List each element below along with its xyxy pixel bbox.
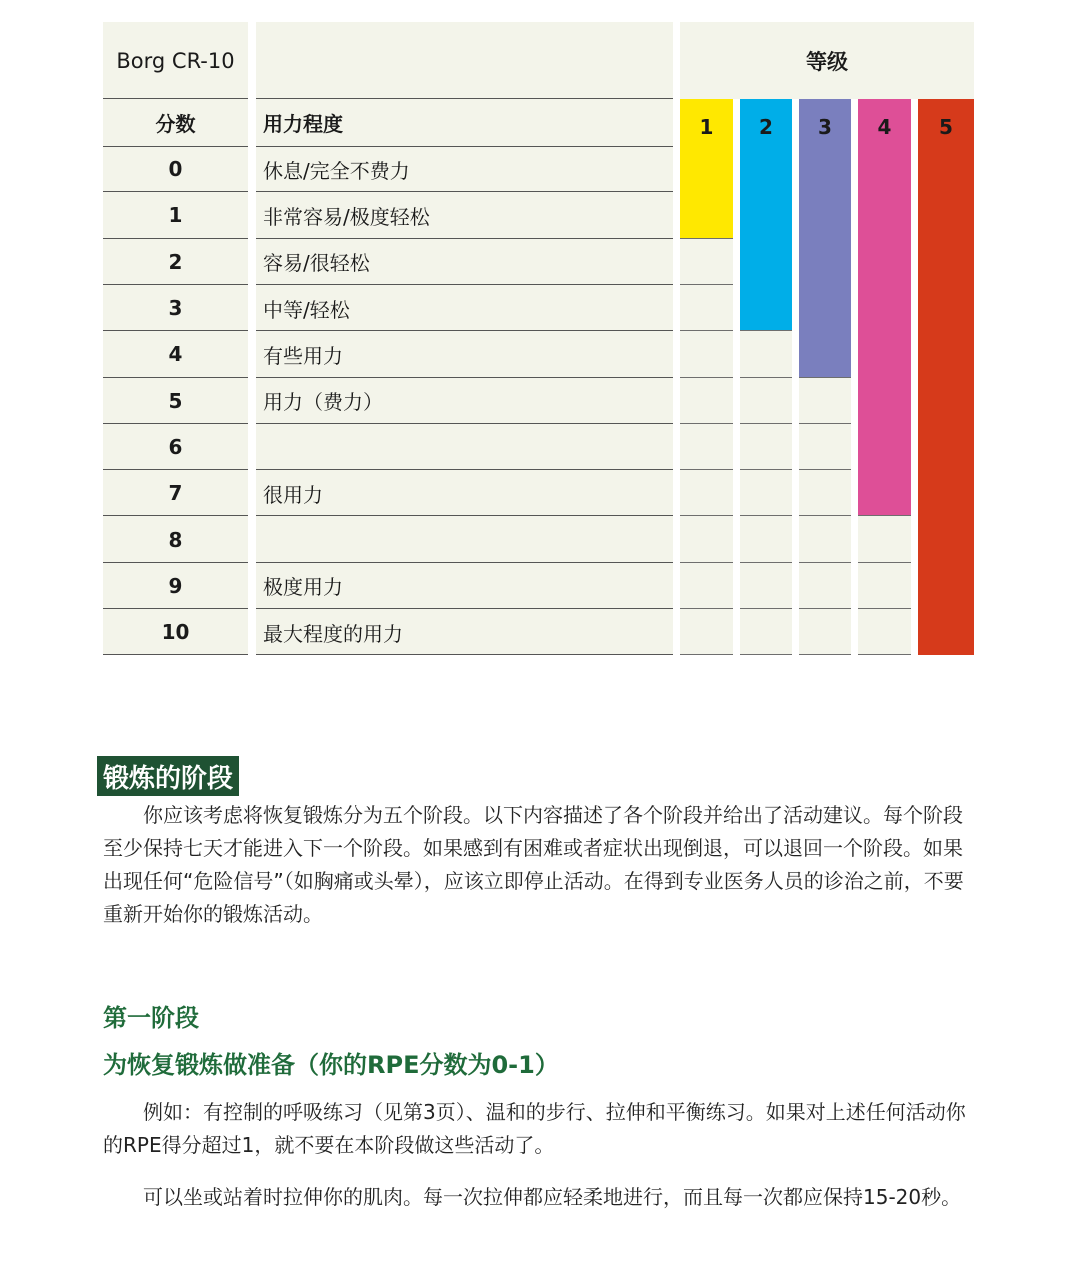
score-cell: 3 (168, 296, 183, 321)
score-cell: 6 (168, 434, 183, 459)
stage-paragraph-2: 可以坐或站着时拉伸你的肌肉。每一次拉伸都应轻柔地进行，而且每一次都应保持15-20秒。 (143, 1185, 962, 1209)
score-column-header: 分数 (155, 112, 196, 136)
level-label-2: 2 (759, 115, 773, 139)
level-gridline (858, 562, 911, 563)
stage-subtitle: 为恢复锻炼做准备（你的RPE分数为0-1） (103, 1051, 559, 1079)
level-gridline (680, 654, 733, 655)
level-label-1: 1 (699, 115, 714, 139)
level-bar-end-rule (858, 515, 911, 516)
level-gridline (680, 330, 733, 331)
effort-cell: 有些用力 (263, 343, 343, 368)
level-bar-5 (918, 99, 974, 655)
level-gridline (680, 562, 733, 563)
effort-cell: 休息/完全不费力 (263, 158, 410, 183)
effort-cell: 容易/很轻松 (263, 251, 370, 276)
level-gridline (740, 654, 792, 655)
level-gridline (740, 515, 792, 516)
header-blank-cell (256, 22, 673, 99)
score-cell: 2 (168, 249, 183, 274)
level-header: 等级 (806, 49, 848, 74)
score-cell: 1 (168, 203, 183, 228)
score-cell: 10 (161, 620, 190, 645)
level-gridline (740, 562, 792, 563)
level-gridline (680, 377, 733, 378)
level-gridline (680, 515, 733, 516)
effort-cell (263, 516, 668, 562)
section-intro: 你应该考虑将恢复锻炼分为五个阶段。以下内容描述了各个阶段并给出了活动建议。每个阶段至少保持七天才能进入下一个阶段。如果感到有困难或者症状出现倒退，可以退回一个阶段。如果出现任何“危险信号”（如胸痛或头晕），应该立即停止活动。在得到专业医务人员的诊治之前，不要重新开始你的锻炼活动。 (103, 803, 964, 926)
scale-title-cell (103, 22, 248, 99)
level-gridline (799, 423, 851, 424)
level-gridline (858, 654, 911, 655)
score-cell: 4 (168, 342, 183, 367)
effort-column-header: 用力程度 (263, 112, 343, 136)
level-label-3: 3 (818, 115, 832, 139)
level-gridline (740, 608, 792, 609)
effort-cell: 很用力 (263, 482, 323, 507)
level-label-5: 5 (939, 115, 953, 139)
effort-cell: 极度用力 (263, 575, 343, 600)
effort-cell: 中等/轻松 (263, 297, 350, 322)
level-bar-end-rule (799, 377, 851, 378)
level-gridline (680, 469, 733, 470)
effort-cell (263, 424, 668, 470)
level-gridline (740, 423, 792, 424)
stage-paragraph-1: 例如：有控制的呼吸练习（见第3页）、温和的步行、拉伸和平衡练习。如果对上述任何活动你的RPE得分超过1，就不要在本阶段做这些活动了。 (103, 1100, 966, 1157)
level-label-4: 4 (877, 115, 892, 139)
row-rule (103, 654, 248, 655)
level-gridline (799, 562, 851, 563)
scale-title: Borg CR-10 (116, 48, 235, 73)
level-gridline (799, 515, 851, 516)
level-header-cell (680, 22, 974, 99)
score-cell: 0 (168, 157, 183, 182)
level-bar-end-rule (680, 238, 733, 239)
score-cell: 8 (168, 527, 183, 552)
level-gridline (680, 284, 733, 285)
score-cell: 5 (168, 388, 183, 413)
row-rule (256, 654, 673, 655)
level-gridline (799, 654, 851, 655)
score-cell: 9 (168, 573, 183, 598)
level-gridline (740, 377, 792, 378)
section-title: 锻炼的阶段 (97, 756, 239, 796)
effort-cell: 非常容易/极度轻松 (263, 204, 430, 229)
level-gridline (740, 469, 792, 470)
level-gridline (680, 608, 733, 609)
stage-title: 第一阶段 (103, 1004, 199, 1032)
level-gridline (858, 608, 911, 609)
level-gridline (799, 469, 851, 470)
score-cell: 7 (168, 481, 183, 506)
level-gridline (680, 423, 733, 424)
level-gridline (799, 608, 851, 609)
level-bar-4 (858, 99, 911, 516)
effort-cell: 最大程度的用力 (263, 621, 403, 646)
level-bar-end-rule (740, 330, 792, 331)
effort-cell: 用力（费力） (263, 390, 383, 415)
